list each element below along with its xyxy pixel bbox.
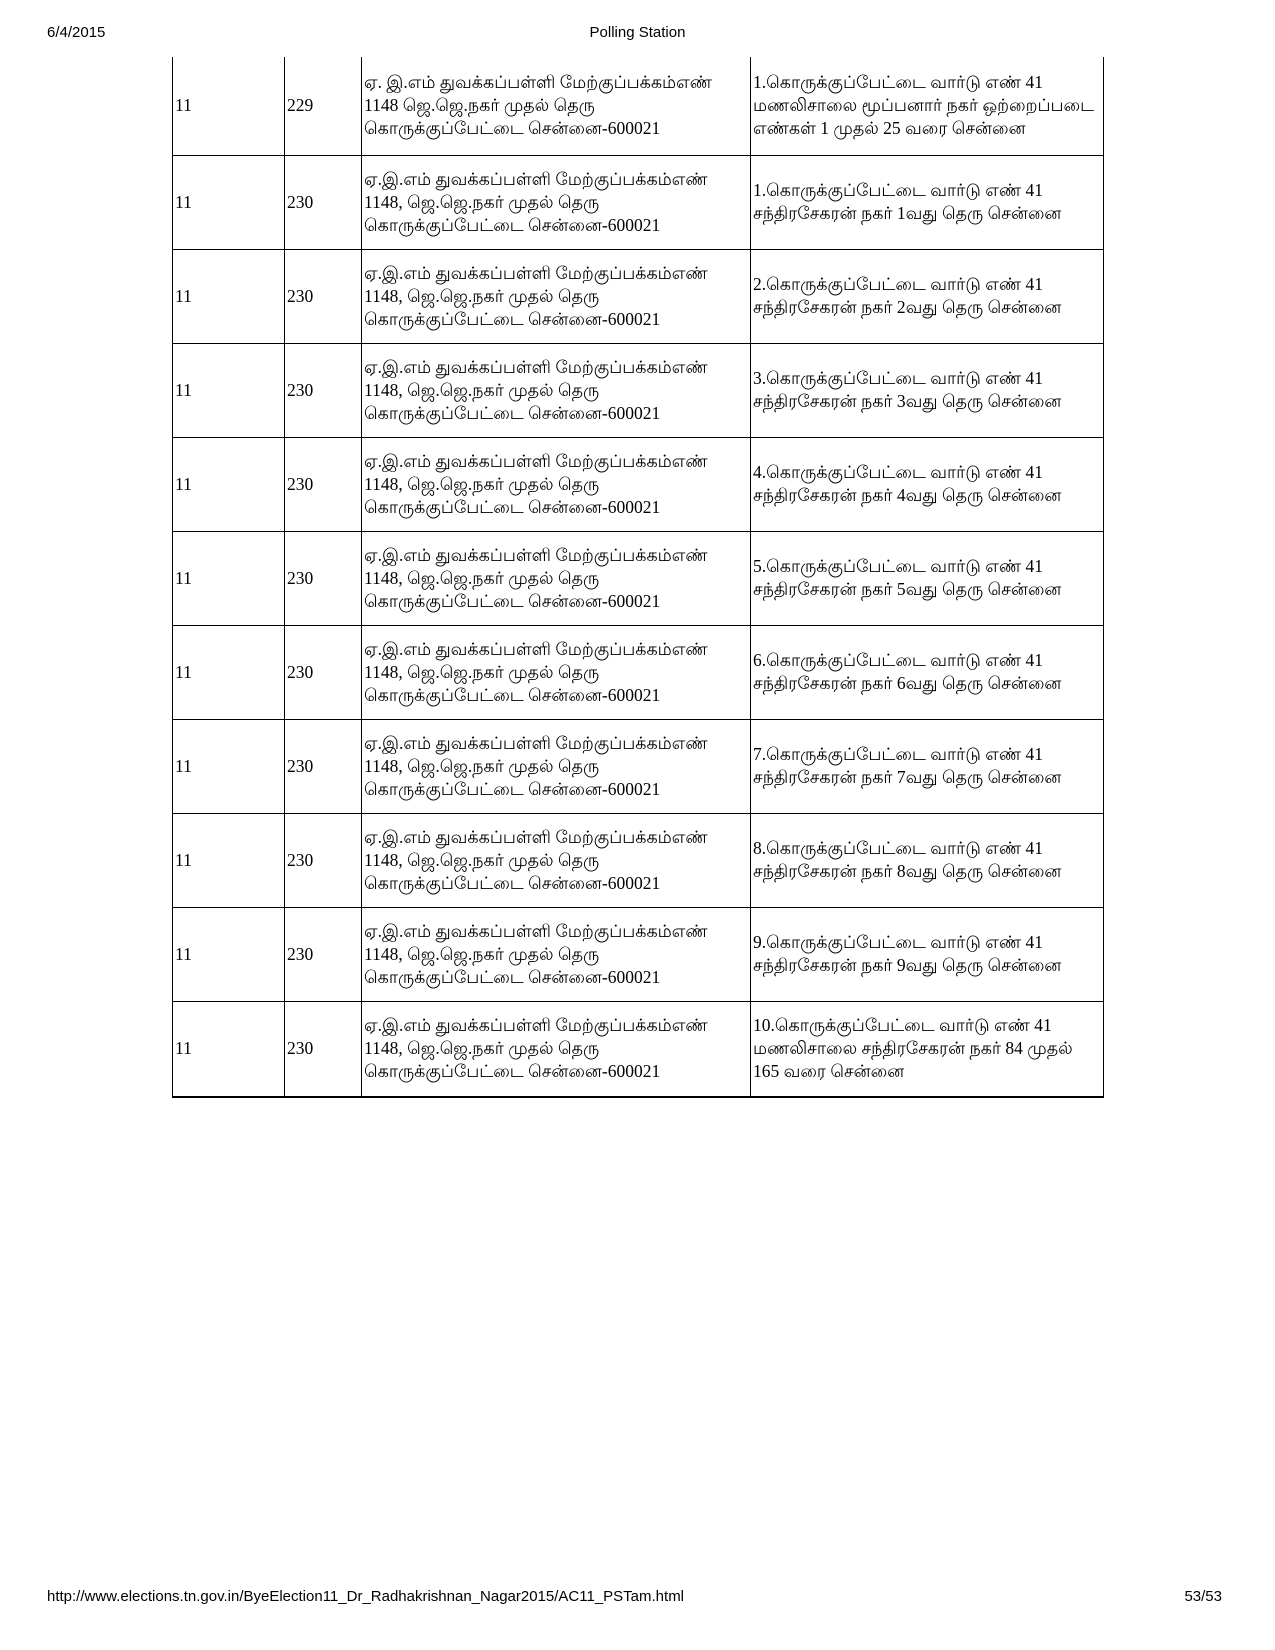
table-row bbox=[173, 531, 1104, 625]
polling-area-cell: 10.கொருக்குப்பேட்டை வார்டு எண் 41 மணலிசாலை சந்திரசேகரன் நகர் 84 முதல் 165 வரை சென்னை bbox=[751, 1001, 1104, 1097]
station-location-cell: ஏ.இ.எம் துவக்கப்பள்ளி மேற்குப்பக்கம்எண் 1148, ஜெ.ஜெ.நகர் முதல் தெரு கொருக்குப்பேட்டை சென்னை-600021 bbox=[362, 343, 751, 437]
station-location-cell: ஏ.இ.எம் துவக்கப்பள்ளி மேற்குப்பக்கம்எண் 1148, ஜெ.ஜெ.நகர் முதல் தெரு கொருக்குப்பேட்டை சென்னை-600021 bbox=[362, 155, 751, 249]
ps-number-cell: 230 bbox=[285, 343, 362, 437]
ps-number-cell: 230 bbox=[285, 625, 362, 719]
ps-number-cell: 230 bbox=[285, 1001, 362, 1097]
ac-number-cell: 11 bbox=[173, 625, 285, 719]
polling-station-table bbox=[172, 57, 1104, 1098]
polling-area-cell: 5.கொருக்குப்பேட்டை வார்டு எண் 41 சந்திரசேகரன் நகர் 5வது தெரு சென்னை bbox=[751, 531, 1104, 625]
station-location-cell: ஏ.இ.எம் துவக்கப்பள்ளி மேற்குப்பக்கம்எண் 1148, ஜெ.ஜெ.நகர் முதல் தெரு கொருக்குப்பேட்டை சென்னை-600021 bbox=[362, 1001, 751, 1097]
print-footer-page-indicator: 53/53 bbox=[1184, 1588, 1222, 1605]
table-row bbox=[173, 155, 1104, 249]
table-row bbox=[173, 813, 1104, 907]
polling-area-cell: 7.கொருக்குப்பேட்டை வார்டு எண் 41 சந்திரசேகரன் நகர் 7வது தெரு சென்னை bbox=[751, 719, 1104, 813]
table-row bbox=[173, 625, 1104, 719]
station-location-cell: ஏ.இ.எம் துவக்கப்பள்ளி மேற்குப்பக்கம்எண் 1148, ஜெ.ஜெ.நகர் முதல் தெரு கொருக்குப்பேட்டை சென்னை-600021 bbox=[362, 249, 751, 343]
ps-number-cell: 230 bbox=[285, 437, 362, 531]
station-location-cell: ஏ. இ.எம் துவக்கப்பள்ளி மேற்குப்பக்கம்எண் 1148 ஜெ.ஜெ.நகர் முதல் தெரு கொருக்குப்பேட்டை சென்னை-600021 bbox=[362, 57, 751, 155]
ac-number-cell: 11 bbox=[173, 57, 285, 155]
table-row bbox=[173, 1001, 1104, 1097]
polling-area-cell: 1.கொருக்குப்பேட்டை வார்டு எண் 41 சந்திரசேகரன் நகர் 1வது தெரு சென்னை bbox=[751, 155, 1104, 249]
ac-number-cell: 11 bbox=[173, 343, 285, 437]
table-row bbox=[173, 719, 1104, 813]
polling-area-cell: 8.கொருக்குப்பேட்டை வார்டு எண் 41 சந்திரசேகரன் நகர் 8வது தெரு சென்னை bbox=[751, 813, 1104, 907]
station-location-cell: ஏ.இ.எம் துவக்கப்பள்ளி மேற்குப்பக்கம்எண் 1148, ஜெ.ஜெ.நகர் முதல் தெரு கொருக்குப்பேட்டை சென்னை-600021 bbox=[362, 907, 751, 1001]
ac-number-cell: 11 bbox=[173, 249, 285, 343]
ac-number-cell: 11 bbox=[173, 437, 285, 531]
ps-number-cell: 230 bbox=[285, 719, 362, 813]
polling-area-cell: 2.கொருக்குப்பேட்டை வார்டு எண் 41 சந்திரசேகரன் நகர் 2வது தெரு சென்னை bbox=[751, 249, 1104, 343]
station-location-cell: ஏ.இ.எம் துவக்கப்பள்ளி மேற்குப்பக்கம்எண் 1148, ஜெ.ஜெ.நகர் முதல் தெரு கொருக்குப்பேட்டை சென்னை-600021 bbox=[362, 719, 751, 813]
table-row bbox=[173, 57, 1104, 155]
ps-number-cell: 230 bbox=[285, 155, 362, 249]
table-row bbox=[173, 343, 1104, 437]
ac-number-cell: 11 bbox=[173, 155, 285, 249]
ps-number-cell: 230 bbox=[285, 907, 362, 1001]
station-location-cell: ஏ.இ.எம் துவக்கப்பள்ளி மேற்குப்பக்கம்எண் 1148, ஜெ.ஜெ.நகர் முதல் தெரு கொருக்குப்பேட்டை சென்னை-600021 bbox=[362, 813, 751, 907]
polling-area-cell: 6.கொருக்குப்பேட்டை வார்டு எண் 41 சந்திரசேகரன் நகர் 6வது தெரு சென்னை bbox=[751, 625, 1104, 719]
print-footer-url: http://www.elections.tn.gov.in/ByeElection11_Dr_Radhakrishnan_Nagar2015/AC11_PSTam.html bbox=[47, 1588, 685, 1605]
page-title: Polling Station bbox=[589, 24, 686, 41]
ac-number-cell: 11 bbox=[173, 1001, 285, 1097]
ac-number-cell: 11 bbox=[173, 813, 285, 907]
station-location-cell: ஏ.இ.எம் துவக்கப்பள்ளி மேற்குப்பக்கம்எண் 1148, ஜெ.ஜெ.நகர் முதல் தெரு கொருக்குப்பேட்டை சென்னை-600021 bbox=[362, 625, 751, 719]
polling-area-cell: 1.கொருக்குப்பேட்டை வார்டு எண் 41 மணலிசாலை மூப்பனார் நகர் ஒற்றைப்படை எண்கள் 1 முதல் 25 வரை சென்னை bbox=[751, 57, 1104, 155]
ac-number-cell: 11 bbox=[173, 531, 285, 625]
polling-area-cell: 9.கொருக்குப்பேட்டை வார்டு எண் 41 சந்திரசேகரன் நகர் 9வது தெரு சென்னை bbox=[751, 907, 1104, 1001]
table-row bbox=[173, 437, 1104, 531]
polling-area-cell: 4.கொருக்குப்பேட்டை வார்டு எண் 41 சந்திரசேகரன் நகர் 4வது தெரு சென்னை bbox=[751, 437, 1104, 531]
polling-area-cell: 3.கொருக்குப்பேட்டை வார்டு எண் 41 சந்திரசேகரன் நகர் 3வது தெரு சென்னை bbox=[751, 343, 1104, 437]
print-header-date: 6/4/2015 bbox=[47, 24, 106, 41]
ac-number-cell: 11 bbox=[173, 907, 285, 1001]
station-location-cell: ஏ.இ.எம் துவக்கப்பள்ளி மேற்குப்பக்கம்எண் 1148, ஜெ.ஜெ.நகர் முதல் தெரு கொருக்குப்பேட்டை சென்னை-600021 bbox=[362, 437, 751, 531]
table-row bbox=[173, 907, 1104, 1001]
table-row bbox=[173, 249, 1104, 343]
ac-number-cell: 11 bbox=[173, 719, 285, 813]
station-location-cell: ஏ.இ.எம் துவக்கப்பள்ளி மேற்குப்பக்கம்எண் 1148, ஜெ.ஜெ.நகர் முதல் தெரு கொருக்குப்பேட்டை சென்னை-600021 bbox=[362, 531, 751, 625]
ps-number-cell: 229 bbox=[285, 57, 362, 155]
ps-number-cell: 230 bbox=[285, 249, 362, 343]
ps-number-cell: 230 bbox=[285, 531, 362, 625]
ps-number-cell: 230 bbox=[285, 813, 362, 907]
